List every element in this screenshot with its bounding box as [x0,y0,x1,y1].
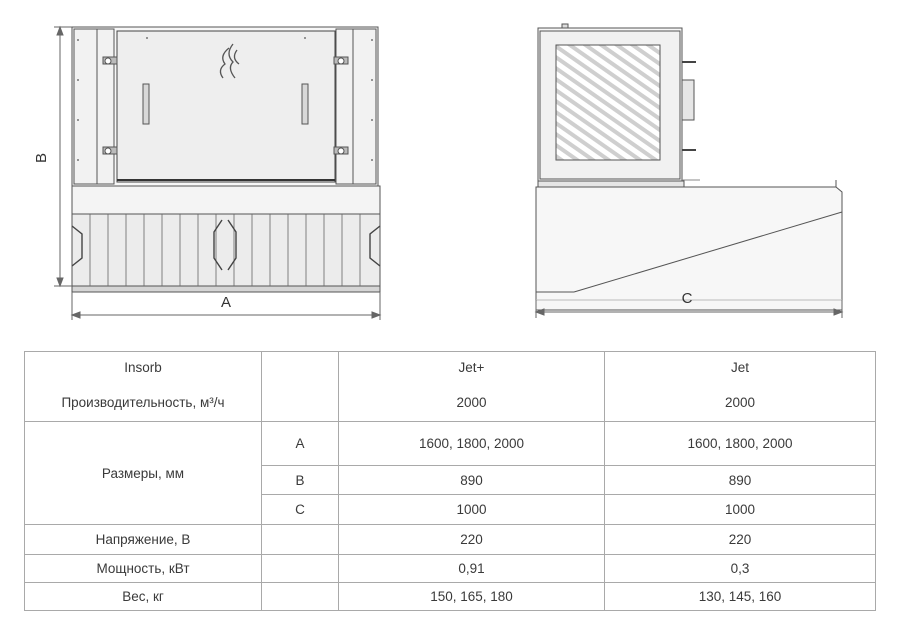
column-header-jet: Jet [605,352,876,384]
table-cell: 1000 [605,495,876,525]
dimension-b-label: B [33,152,50,164]
dimension-a-label: A [220,294,232,311]
dimension-key: C [262,495,339,525]
table-row [25,384,876,422]
front-view [54,27,380,320]
table-cell: 220 [339,525,605,555]
dimension-key: A [262,422,339,466]
dimensions-label: Размеры, мм [25,422,262,525]
table-cell: 1000 [339,495,605,525]
capacity-value: 2000 [339,384,605,422]
dimension-c-label: C [681,290,693,307]
table-row [25,352,876,384]
table-cell: 1600, 1800, 2000 [339,422,605,466]
model-label: Insorb [25,352,262,384]
table-row [25,422,876,466]
row-label: Вес, кг [25,583,262,611]
table-row [25,555,876,583]
table-cell: 0,3 [605,555,876,583]
row-label: Напряжение, В [25,525,262,555]
dimension-b [54,27,72,286]
capacity-value: 2000 [605,384,876,422]
table-cell: 0,91 [339,555,605,583]
table-cell: 890 [605,466,876,495]
side-view [536,24,842,318]
table-cell: 130, 145, 160 [605,583,876,611]
column-header-jet-plus: Jet+ [339,352,605,384]
row-label: Мощность, кВт [25,555,262,583]
table-cell: 220 [605,525,876,555]
specification-table [24,351,876,611]
capacity-label: Производительность, м³/ч [25,384,262,422]
table-cell: 150, 165, 180 [339,583,605,611]
dimension-key: B [262,466,339,495]
table-row [25,525,876,555]
fan-grille [556,45,660,160]
table-cell: 890 [339,466,605,495]
table-row [25,583,876,611]
table-cell: 1600, 1800, 2000 [605,422,876,466]
